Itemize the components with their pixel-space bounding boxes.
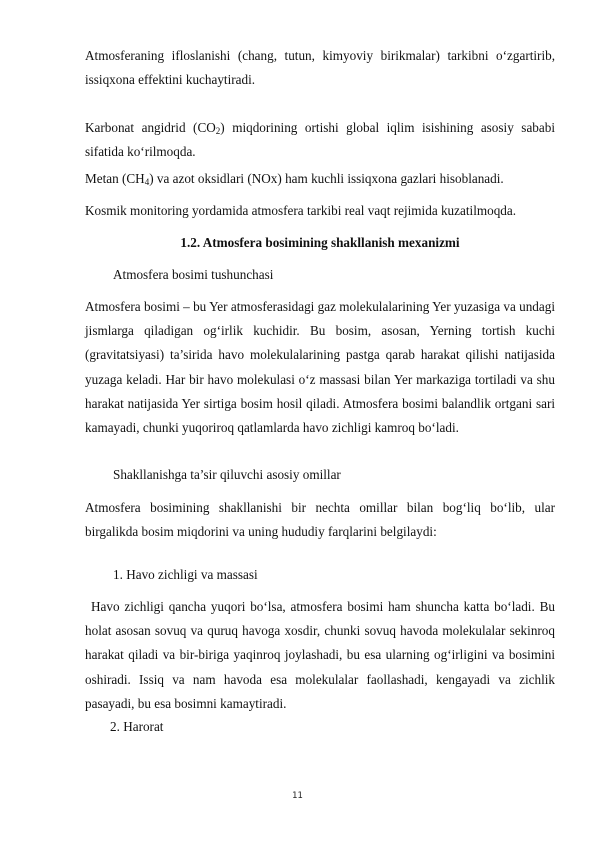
co2-text-after: ) miqdorining ortishi global iqlim isishining asosiy sababi sifatida ko‘rilmoqda. bbox=[85, 120, 555, 160]
methane-text-before: Metan (CH bbox=[85, 171, 145, 186]
paragraph-methane bbox=[85, 167, 555, 191]
paragraph-density: Havo zichligi qancha yuqori bo‘lsa, atmosfera bosimi ham shuncha katta bo‘ladi. Bu holat asosan sovuq va quruq havoga xosdir, chunki sovuq havoda molekulalar sekinroq harakat qiladi va bir-biriga yaqinroq joylashadi, bu esa ularning og‘irligini va bosimini oshiradi. Issiq va nam havoda esa molekulalar faollashadi, kengayadi va zichlik pasayadi, bu esa bosimni kamaytiradi. bbox=[85, 599, 555, 711]
paragraph-carbon-dioxide bbox=[85, 116, 555, 164]
paragraph-factors-intro: Atmosfera bosimining shakllanishi bir nechta omillar bilan bog‘liq bo‘lib, ular birgalikda bosim miqdorini va uning hududiy farqlarini belgilaydi: bbox=[85, 500, 555, 540]
methane-subscript: 4 bbox=[144, 177, 150, 187]
subheading-pressure-concept: Atmosfera bosimi tushunchasi bbox=[113, 267, 274, 282]
methane-text-after: ) va azot oksidlari (NOx) ham kuchli issiqxona gazlari hisoblanadi. bbox=[149, 171, 504, 186]
co2-text-before: Karbonat angidrid (CO bbox=[85, 120, 216, 135]
paragraph-pollution: Atmosferaning ifloslanishi (chang, tutun, kimyoviy birikmalar) tarkibni o‘zgartirib, issiqxona effektini kuchaytiradi. bbox=[85, 48, 555, 88]
page-number: 11 bbox=[292, 791, 303, 801]
paragraph-monitoring: Kosmik monitoring yordamida atmosfera tarkibi real vaqt rejimida kuzatilmoqda. bbox=[85, 203, 517, 218]
section-heading: 1.2. Atmosfera bosimining shakllanish mexanizmi bbox=[180, 235, 460, 250]
co2-subscript: 2 bbox=[215, 126, 221, 136]
paragraph-pressure-definition: Atmosfera bosimi – bu Yer atmosferasidagi gaz molekulalarining Yer yuzasiga va undagi jismlarga qiladigan og‘irlik kuchidir. Bu bosim, asosan, Yerning tortish kuchi (gravitatsiyasi) ta’sirida havo molekulalarining pastga qarab harakat qilishi natijasida yuzaga keladi. Har bir havo molekulasi o‘z massasi bilan Yer markaziga tortiladi va shu harakat natijasida Yer sirtiga bosim hosil qiladi. Atmosfera bosimi balandlik ortgani sari kamayadi, chunki yuqoriroq qatlamlarda havo zichligi kamroq bo‘ladi. bbox=[85, 299, 555, 436]
list-item-temperature: 2. Harorat bbox=[110, 719, 164, 734]
subheading-main-factors: Shakllanishga ta’sir qiluvchi asosiy omillar bbox=[113, 467, 341, 482]
list-item-density-mass: 1. Havo zichligi va massasi bbox=[113, 567, 258, 582]
